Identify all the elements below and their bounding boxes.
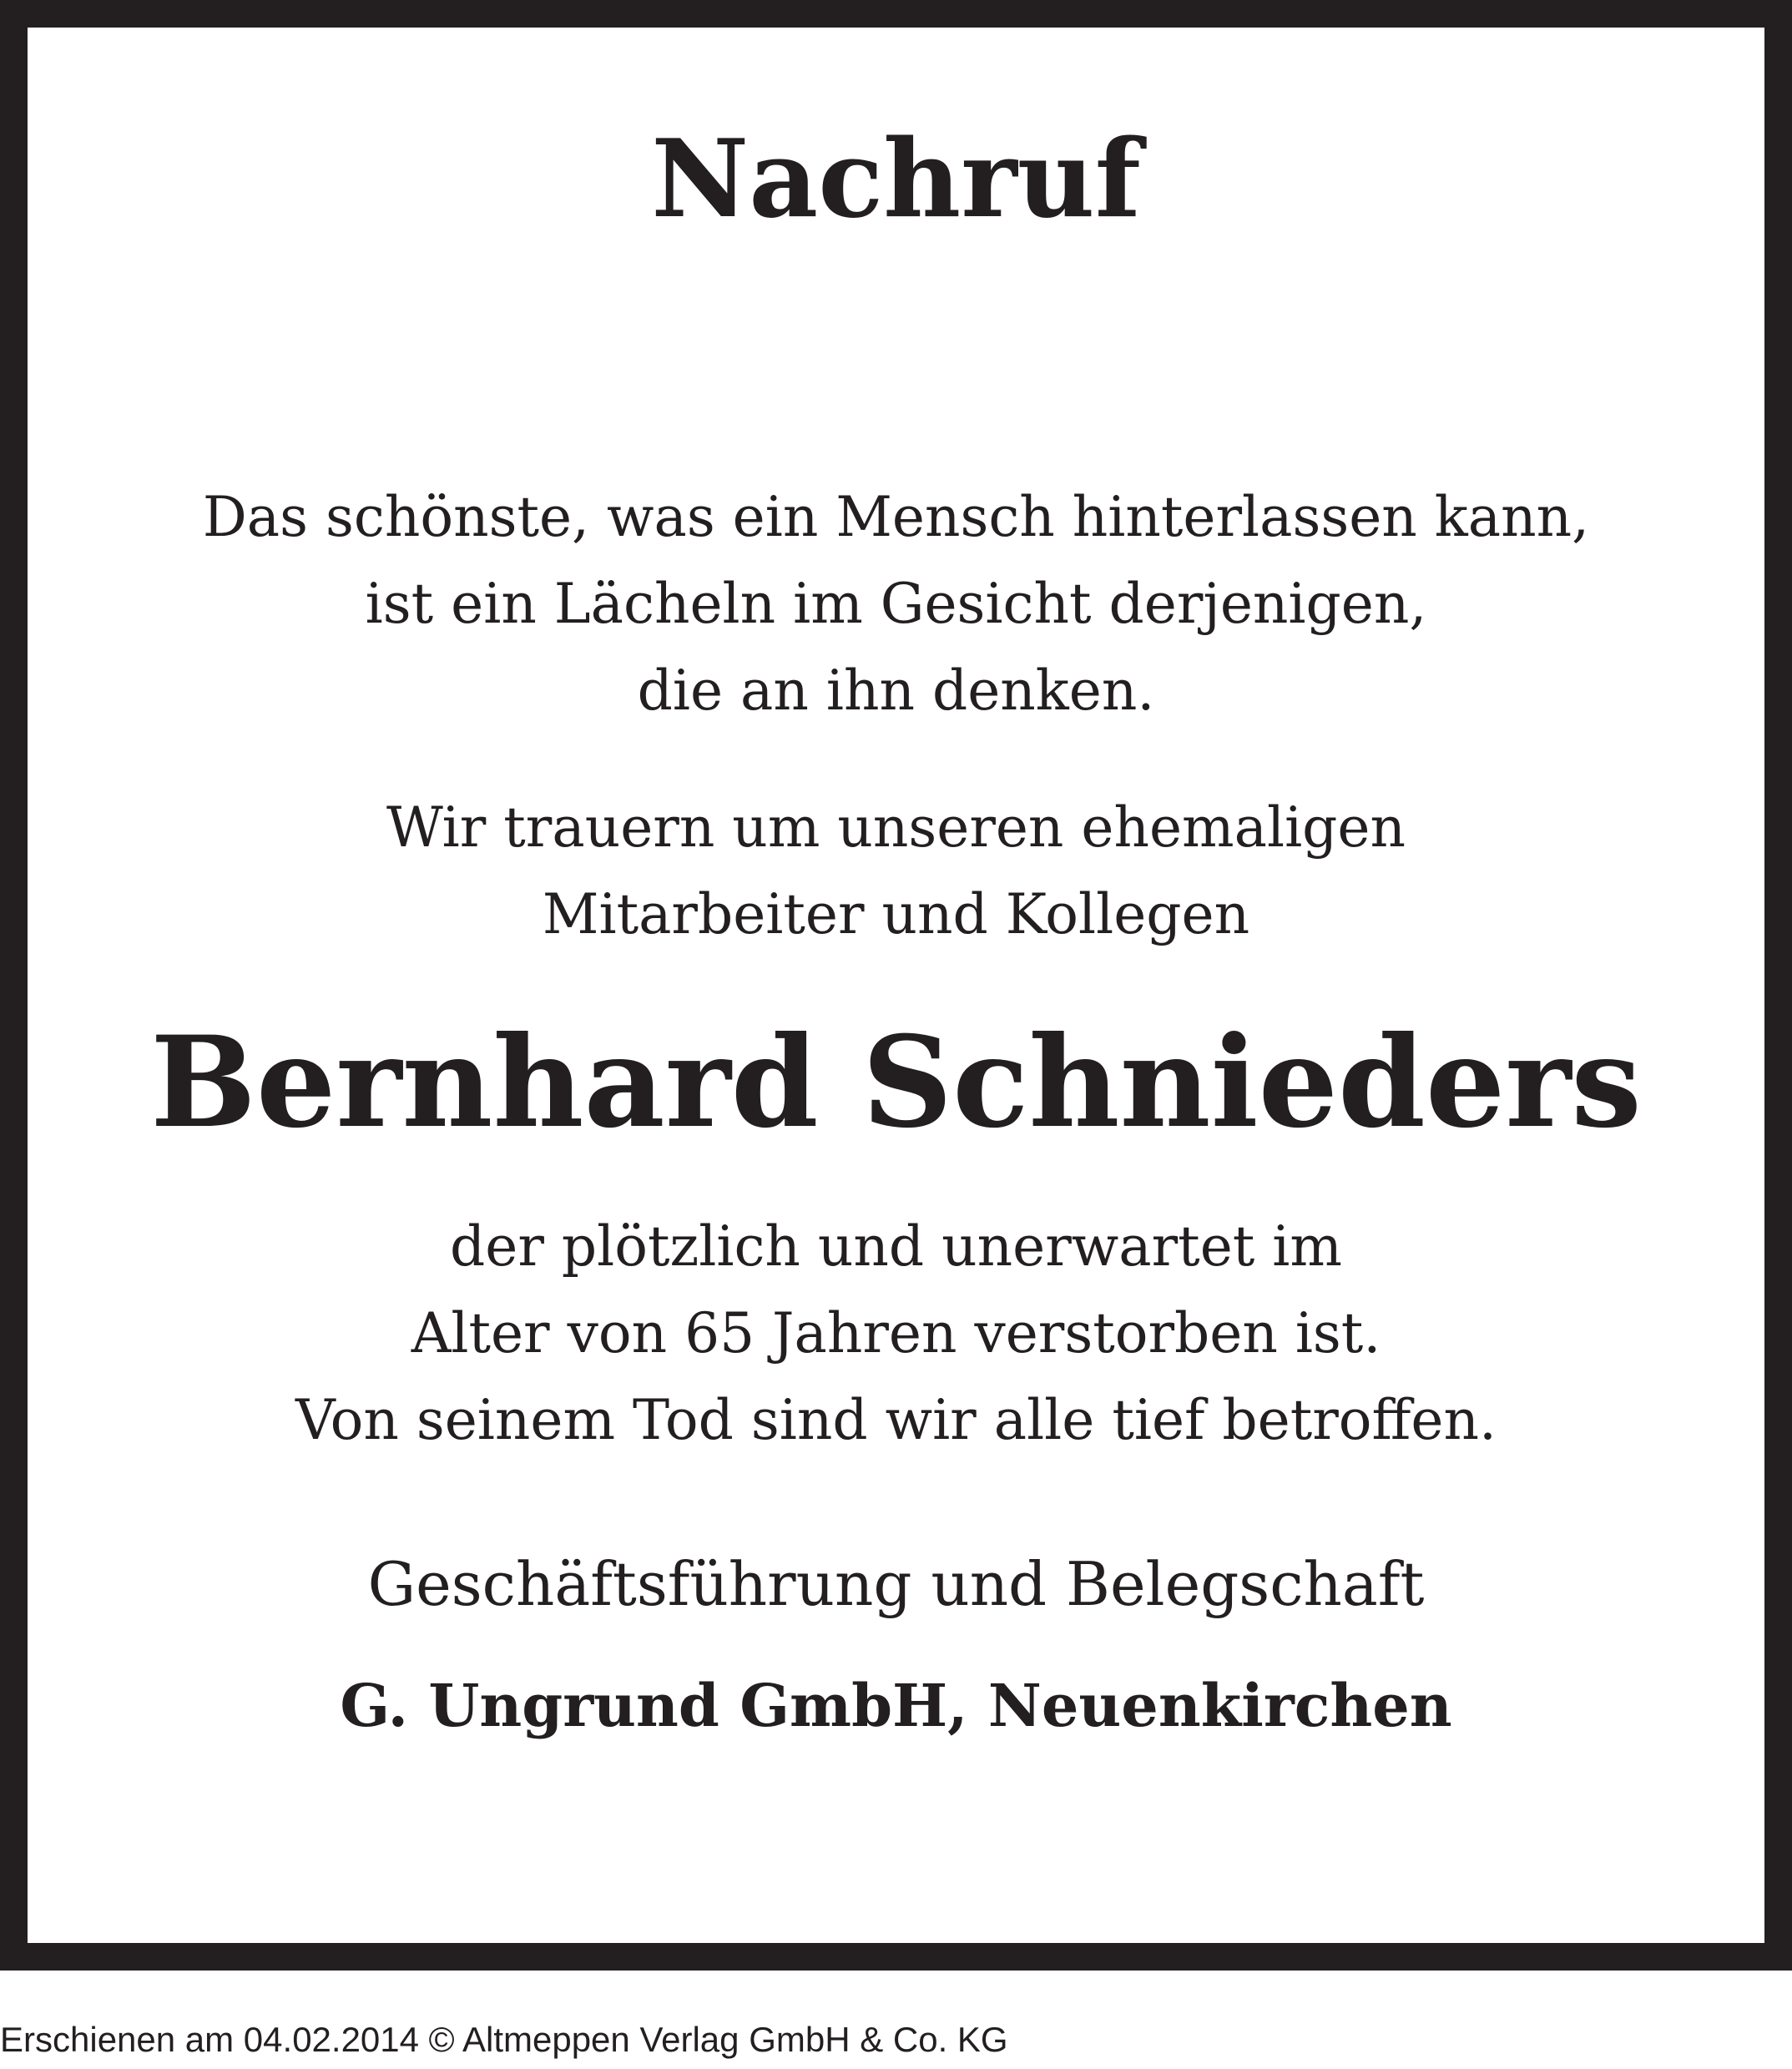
deceased-name: Bernhard Schnieders	[150, 1009, 1642, 1156]
death-line: der plötzlich und unerwartet im	[450, 1214, 1342, 1279]
mourning-intro	[0, 785, 1792, 958]
intro-line: Wir trauern um unseren ehemaligen	[386, 795, 1406, 860]
death-line: Alter von 65 Jahren verstorben ist.	[411, 1301, 1381, 1365]
publication-footer: Erschienen am 04.02.2014 © Altmeppen Verlag GmbH & Co. KG	[0, 2020, 1008, 2059]
obituary-title: Nachruf	[651, 117, 1141, 242]
quote-line: ist ein Lächeln im Gesicht derjenigen,	[365, 572, 1427, 636]
quote-line: die an ihn denken.	[637, 659, 1155, 723]
signers: Geschäftsführung und Belegschaft	[367, 1549, 1425, 1619]
quote-line: Das schönste, was ein Mensch hinterlassen kann,	[202, 485, 1590, 549]
death-line: Von seinem Tod sind wir alle tief betroffen.	[295, 1388, 1497, 1452]
death-statement	[0, 1204, 1792, 1464]
quote-block	[0, 474, 1792, 734]
company-name: G. Ungrund GmbH, Neuenkirchen	[340, 1671, 1452, 1740]
intro-line: Mitarbeiter und Kollegen	[542, 882, 1250, 946]
